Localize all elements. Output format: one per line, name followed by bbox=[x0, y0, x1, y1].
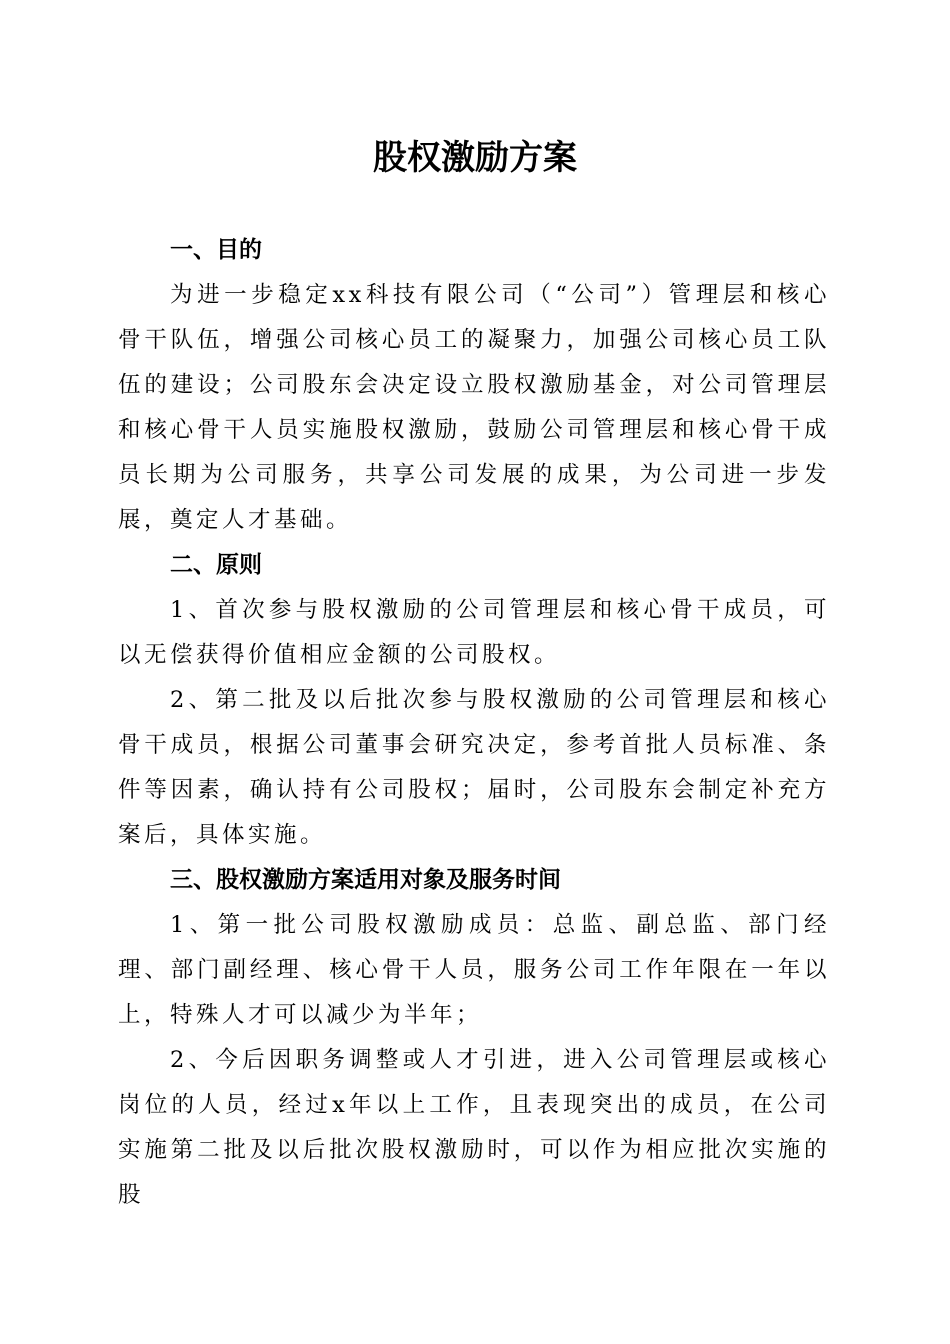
section-heading: 一、目的 bbox=[170, 237, 262, 263]
section-principles bbox=[118, 543, 830, 858]
document-title: 股权激励方案 bbox=[373, 138, 577, 178]
document-body bbox=[118, 228, 830, 1218]
section-heading: 三、股权激励方案适用对象及服务时间 bbox=[170, 867, 561, 893]
section-purpose bbox=[118, 228, 830, 543]
paragraph: 2、今后因职务调整或人才引进，进入公司管理层或核心岗位的人员，经过x年以上工作，且表现突出的成员，在公司实施第二批及以后批次股权激励时，可以作为相应批次实施的股 bbox=[118, 1047, 830, 1208]
paragraph: 为进一步稳定xx科技有限公司（“公司”）管理层和核心骨干队伍，增强公司核心员工的凝聚力，加强公司核心员工队伍的建设；公司股东会决定设立股权激励基金，对公司管理层和核心骨干人员实施股权激励，鼓励公司管理层和核心骨干成员长期为公司服务，共享公司发展的成果，为公司进一步发展，奠定人才基础。 bbox=[118, 282, 830, 533]
paragraph: 1、首次参与股权激励的公司管理层和核心骨干成员，可以无偿获得价值相应金额的公司股权。 bbox=[118, 597, 830, 668]
paragraph: 2、第二批及以后批次参与股权激励的公司管理层和核心骨干成员，根据公司董事会研究决定，参考首批人员标准、条件等因素，确认持有公司股权；届时，公司股东会制定补充方案后，具体实施。 bbox=[118, 687, 830, 848]
section-heading: 二、原则 bbox=[170, 552, 262, 578]
section-scope-and-service-time bbox=[118, 858, 830, 1218]
paragraph: 1、第一批公司股权激励成员：总监、副总监、部门经理、部门副经理、核心骨干人员，服务公司工作年限在一年以上，特殊人才可以减少为半年； bbox=[118, 912, 830, 1028]
